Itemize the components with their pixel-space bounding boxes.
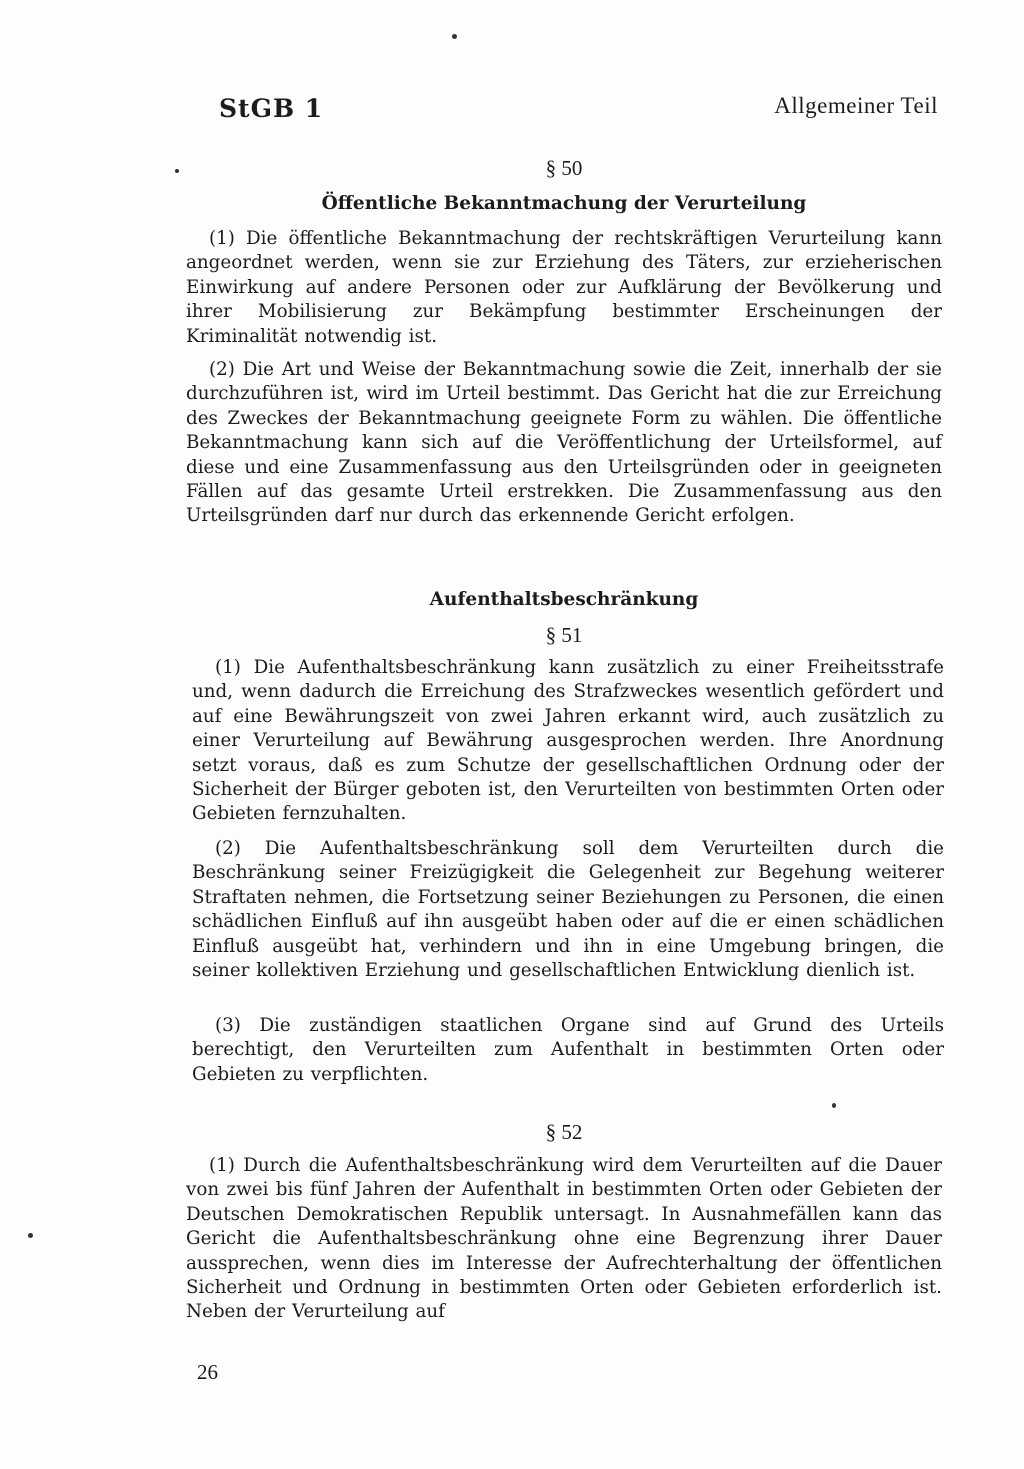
section-51-paragraph-1: (1) Die Aufenthaltsbeschränkung kann zusätzlich zu einer Freiheitsstrafe und, wenn dadurch die Erreichung des Strafzweckes wesentlich gefördert und auf eine Bewährungszeit von zwei Jahren erkannt wird, auch zusätzlich zu einer Verurteilung auf Bewährung ausgesprochen werden. Ihre Anordnung setzt voraus, daß es zum Schutze der gesellschaftlichen Ordnung oder der Sicherheit der Bürger geboten ist, den Verurteilten von bestimmten Orten oder Gebieten fernzuhalten. [192, 657, 944, 825]
section-51-paragraph-2: (2) Die Aufenthaltsbeschränkung soll dem Verurteilten durch die Beschränkung seiner Freizügigkeit die Gelegenheit zur Begehung weiterer Straftaten nehmen, die Fortsetzung seiner Beziehungen zu Personen, die einen schädlichen Einfluß auf ihn ausgeübt haben oder auf die er einen schädlichen Einfluß ausgeübt hat, verhindern und ihn in eine Umgebung bringen, die seiner kollektiven Erziehung und gesellschaftlichen Entwicklung dienlich ist. [192, 838, 944, 982]
scan-speck [452, 34, 457, 39]
section-52-paragraph-1: (1) Durch die Aufenthaltsbeschränkung wird dem Verurteilten auf die Dauer von zwei bis fünf Jahren der Aufenthalt in bestimmten Orten oder Gebieten der Deutschen Demokratischen Republik untersagt. In Ausnahmefällen kann das Gericht die Aufenthaltsbeschränkung ohne eine Begrenzung ihrer Dauer aussprechen, wenn dies im Interesse der Aufrechterhaltung der öffentlichen Sicherheit und Ordnung in bestimmten Orten oder Gebieten erforderlich ist. Neben der Verurteilung auf [186, 1155, 942, 1323]
part-title: Allgemeiner Teil [774, 93, 938, 118]
section-50-number: § 50 [545, 156, 583, 180]
code-identifier: StGB 1 [219, 94, 324, 123]
section-50-paragraph-2: (2) Die Art und Weise der Bekanntmachung sowie die Zeit, innerhalb der sie durchzuführen ist, wird im Urteil bestimmt. Das Gericht hat die zur Erreichung des Zweckes der Bekanntmachung geeignete Form zu wählen. Die öffentliche Bekanntmachung kann sich auf die Veröffentlichung der Urteilsformel, auf diese und eine Zusammenfassung aus den Urteilsgründen oder in geeigneten Fällen auf das gesamte Urteil erstrekken. Die Zusammenfassung aus den Urteilsgründen darf nur durch das erkennende Gericht erfolgen. [186, 359, 942, 527]
section-51-heading: Aufenthaltsbeschränkung [429, 589, 699, 610]
scan-speck [832, 1103, 836, 1108]
section-51-paragraph-3: (3) Die zuständigen staatlichen Organe sind auf Grund des Urteils berechtigt, den Verurteilten zum Aufenthalt in bestimmten Orten oder Gebieten zu verpflichten. [192, 1015, 944, 1085]
scan-speck [175, 169, 179, 173]
section-51-number: § 51 [545, 623, 583, 647]
page-number: 26 [197, 1360, 218, 1384]
section-50-heading: Öffentliche Bekanntmachung der Verurteilung [321, 193, 807, 214]
scan-speck [28, 1233, 33, 1238]
section-50-paragraph-1: (1) Die öffentliche Bekanntmachung der rechtskräftigen Verurteilung kann angeordnet werden, wenn sie zur Erziehung des Täters, zur erzieherischen Einwirkung auf andere Personen oder zur Aufklärung der Bevölkerung und ihrer Mobilisierung zur Bekämpfung bestimmter Erscheinungen der Kriminalität notwendig ist. [186, 228, 942, 347]
section-52-number: § 52 [545, 1120, 583, 1144]
